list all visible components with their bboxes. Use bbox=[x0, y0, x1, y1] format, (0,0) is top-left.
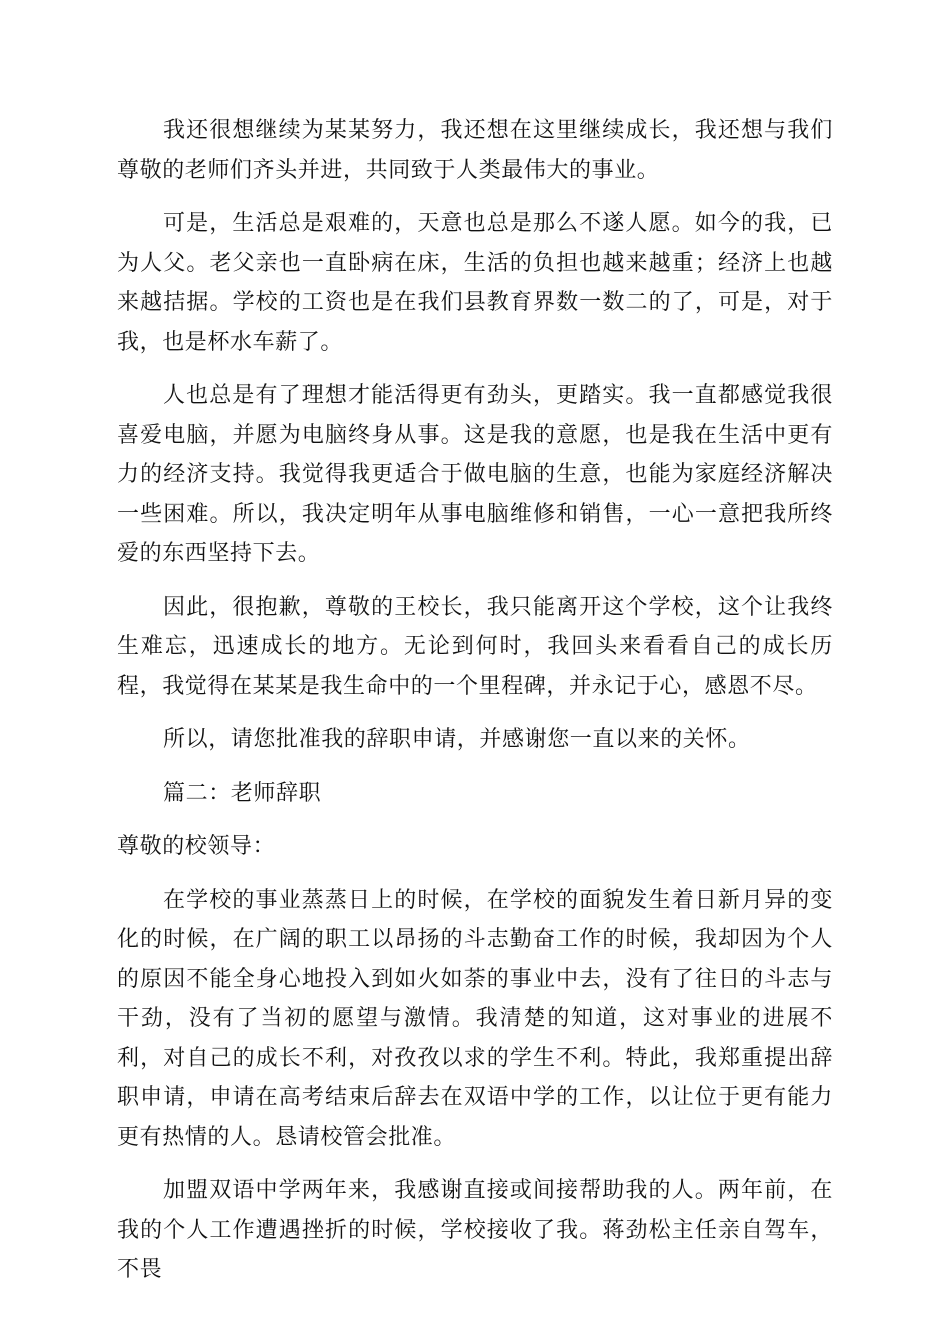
paragraph: 因此，很抱歉，尊敬的王校长，我只能离开这个学校，这个让我终生难忘，迅速成长的地方。无论到何时，我回头来看看自己的成长历程，我觉得在某某是我生命中的一个里程碑，并永记于心，感恩不尽。 bbox=[117, 594, 833, 699]
paragraph: 可是，生活总是艰难的，天意也总是那么不遂人愿。如今的我，已为人父。老父亲也一直卧病在床，生活的负担也越来越重；经济上也越来越拮据。学校的工资也是在我们县教育界数一数二的了，可是，对于我，也是杯水车薪了。 bbox=[117, 211, 833, 355]
salutation: 尊敬的校领导： bbox=[117, 834, 276, 859]
paragraph: 我还很想继续为某某努力，我还想在这里继续成长，我还想与我们尊敬的老师们齐头并进，共同致于人类最伟大的事业。 bbox=[117, 118, 833, 183]
document-body bbox=[117, 111, 833, 1290]
paragraph: 人也总是有了理想才能活得更有劲头，更踏实。我一直都感觉我很喜爱电脑，并愿为电脑终身从事。这是我的意愿，也是我在生活中更有力的经济支持。我觉得我更适合于做电脑的生意，也能为家庭经济解决一些困难。所以，我决定明年从事电脑维修和销售，一心一意把我所终爱的东西坚持下去。 bbox=[117, 383, 833, 566]
paragraph: 所以，请您批准我的辞职申请，并感谢您一直以来的关怀。 bbox=[163, 727, 751, 752]
section-heading: 篇二：老师辞职 bbox=[163, 780, 322, 806]
paragraph: 在学校的事业蒸蒸日上的时候，在学校的面貌发生着日新月异的变化的时候，在广阔的职工以昂扬的斗志勤奋工作的时候，我却因为个人的原因不能全身心地投入到如火如荼的事业中去，没有了往日的斗志与干劲，没有了当初的愿望与激情。我清楚的知道，这对事业的进展不利，对自己的成长不利，对孜孜以求的学生不利。特此，我郑重提出辞职申请，申请在高考结束后辞去在双语中学的工作，以让位于更有能力更有热情的人。恳请校管会批准。 bbox=[117, 887, 833, 1150]
paragraph: 加盟双语中学两年来，我感谢直接或间接帮助我的人。两年前，在我的个人工作遭遇挫折的时候，学校接收了我。蒋劲松主任亲自驾车，不畏 bbox=[117, 1178, 833, 1282]
